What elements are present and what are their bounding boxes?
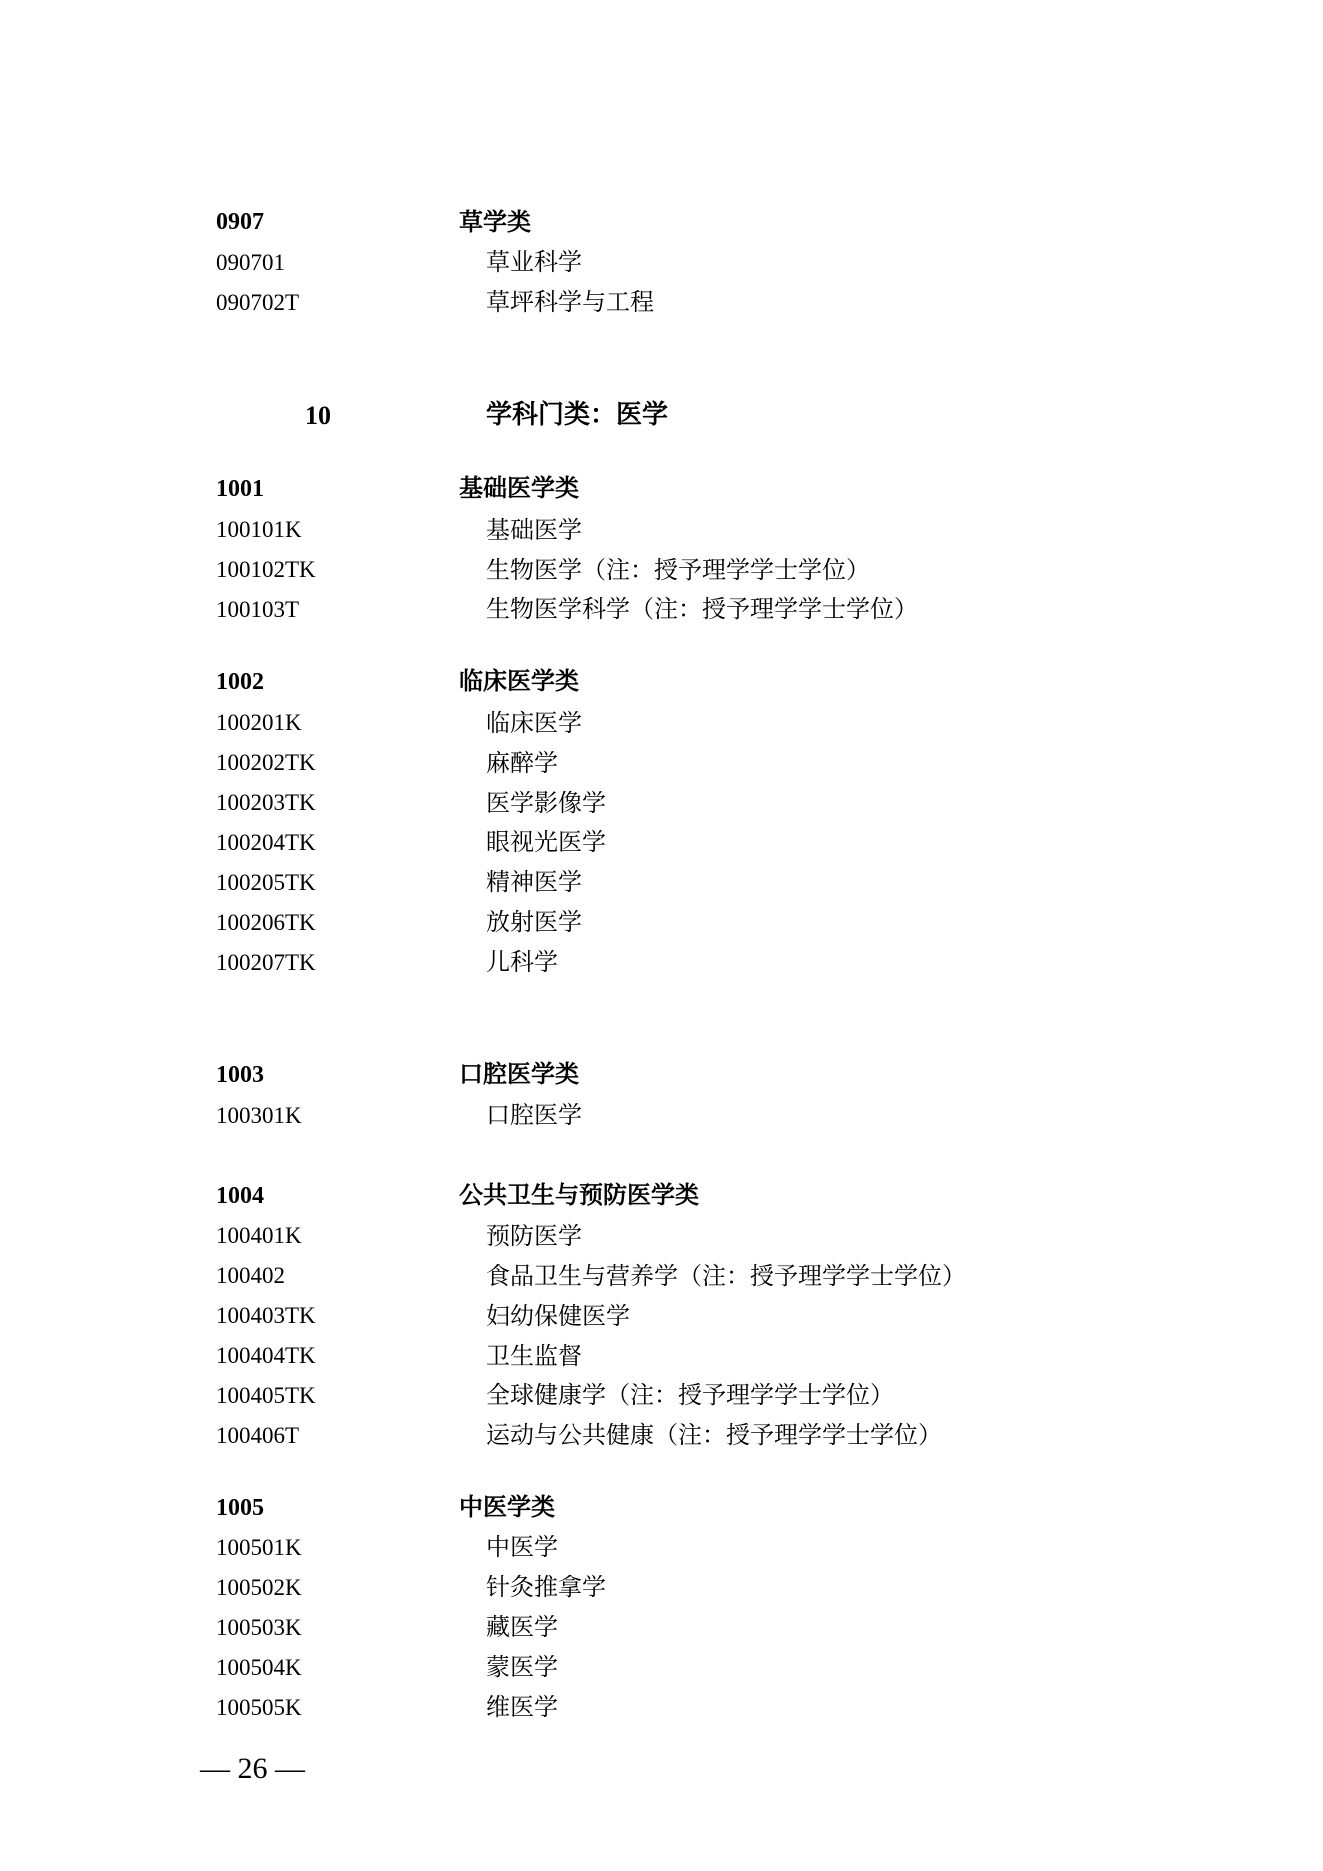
major-name: 预防医学	[486, 1222, 582, 1250]
major-name: 儿科学	[486, 948, 558, 976]
major-code: 100103T	[216, 597, 300, 622]
group-name-1003: 口腔医学类	[459, 1059, 579, 1088]
major-code: 100502K	[216, 1575, 302, 1600]
major-name: 针灸推拿学	[486, 1573, 606, 1601]
major-code: 100203TK	[216, 790, 316, 815]
major-code: 100102TK	[216, 557, 316, 582]
major-code: 090702T	[216, 290, 300, 315]
major-code: 100405TK	[216, 1383, 316, 1408]
major-name: 精神医学	[486, 868, 582, 896]
group-code-1005: 1005	[216, 1495, 264, 1521]
major-name: 蒙医学	[486, 1653, 558, 1681]
major-name: 口腔医学	[486, 1101, 582, 1129]
major-name: 维医学	[486, 1693, 558, 1721]
major-name: 藏医学	[486, 1613, 558, 1641]
major-name: 生物医学（注：授予理学学士学位）	[486, 556, 870, 584]
major-code: 100503K	[216, 1615, 302, 1640]
major-name: 草坪科学与工程	[486, 288, 654, 316]
major-code: 100402	[216, 1263, 285, 1288]
category-title: 学科门类：医学	[486, 400, 669, 430]
major-name: 医学影像学	[486, 789, 606, 817]
major-code: 100404TK	[216, 1343, 316, 1368]
major-code: 100202TK	[216, 750, 316, 775]
group-code-0907: 0907	[216, 209, 264, 235]
major-code: 100207TK	[216, 950, 316, 975]
group-name-1004: 公共卫生与预防医学类	[459, 1180, 699, 1209]
major-name: 运动与公共健康（注：授予理学学士学位）	[486, 1421, 942, 1449]
major-name: 生物医学科学（注：授予理学学士学位）	[486, 595, 918, 623]
group-name-0907: 草学类	[459, 207, 531, 236]
major-code: 100504K	[216, 1655, 302, 1680]
group-name-1002: 临床医学类	[459, 666, 579, 695]
major-name: 草业科学	[486, 248, 582, 276]
category-code: 10	[305, 401, 331, 430]
major-code: 100406T	[216, 1423, 300, 1448]
major-name: 食品卫生与营养学（注：授予理学学士学位）	[486, 1262, 966, 1290]
group-code-1004: 1004	[216, 1183, 264, 1209]
major-name: 中医学	[486, 1533, 558, 1561]
major-code: 100206TK	[216, 910, 316, 935]
major-code: 100505K	[216, 1695, 302, 1720]
major-code: 100501K	[216, 1535, 302, 1560]
group-name-1005: 中医学类	[459, 1492, 555, 1521]
major-name: 临床医学	[486, 709, 582, 737]
group-name-1001: 基础医学类	[459, 473, 579, 502]
major-code: 100205TK	[216, 870, 316, 895]
major-code: 100401K	[216, 1223, 302, 1248]
major-code: 100201K	[216, 710, 302, 735]
major-code: 100101K	[216, 517, 302, 542]
major-name: 全球健康学（注：授予理学学士学位）	[486, 1381, 894, 1409]
major-code: 100403TK	[216, 1303, 316, 1328]
group-code-1003: 1003	[216, 1062, 264, 1088]
page-number: — 26 —	[200, 1752, 305, 1785]
group-code-1001: 1001	[216, 476, 264, 502]
major-name: 卫生监督	[486, 1342, 582, 1370]
major-name: 基础医学	[486, 516, 582, 544]
major-name: 妇幼保健医学	[486, 1302, 630, 1330]
major-code: 090701	[216, 250, 285, 275]
major-name: 麻醉学	[486, 749, 558, 777]
major-code: 100204TK	[216, 830, 316, 855]
group-code-1002: 1002	[216, 669, 264, 695]
major-name: 眼视光医学	[486, 828, 606, 856]
major-name: 放射医学	[486, 908, 582, 936]
major-code: 100301K	[216, 1103, 302, 1128]
